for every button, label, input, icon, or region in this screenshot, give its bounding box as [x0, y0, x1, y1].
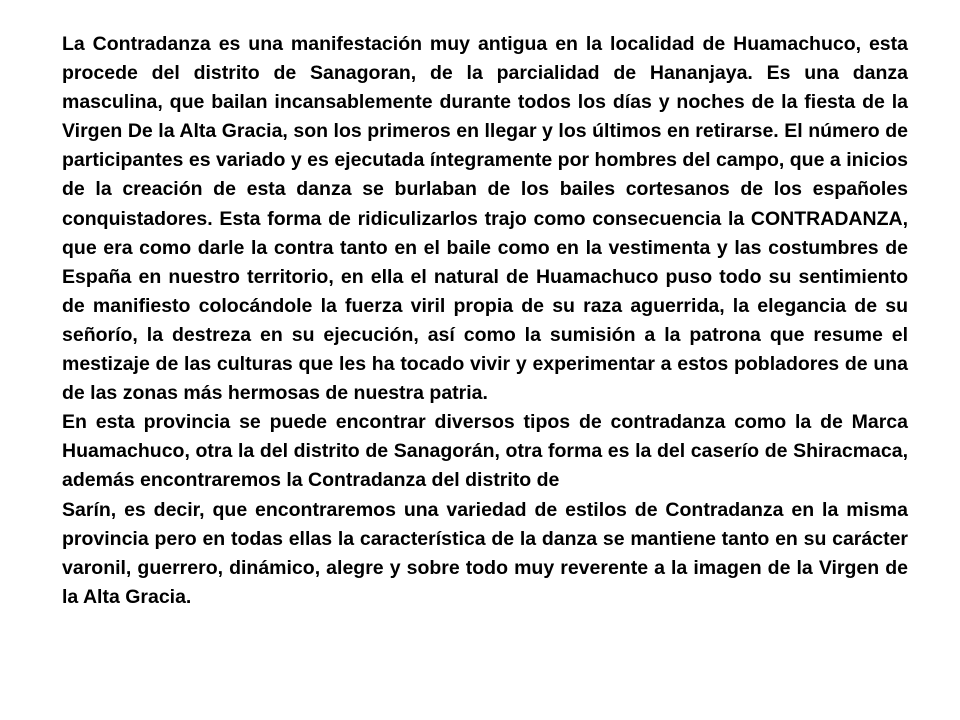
- paragraph-contradanza-styles: Sarín, es decir, que encontraremos una variedad de estilos de Contradanza en la misma provincia pero en todas ellas la característica de la danza se mantiene tanto en su carácter varonil, guerrero, dinámico, alegre y sobre todo muy reverente a la imagen de la Virgen de la Alta Gracia.: [62, 498, 908, 608]
- paragraph-contradanza-types: En esta provincia se puede encontrar diversos tipos de contradanza como la de Marca Huamachuco, otra la del distrito de Sanagorán, otra forma es la del caserío de Shiracmaca, además encontraremos la Contradanza del distrito de: [62, 411, 908, 492]
- body-text: [62, 30, 908, 612]
- paragraph-contradanza-history: La Contradanza es una manifestación muy antigua en la localidad de Huamachuco, esta procede del distrito de Sanagoran, de la parcialidad de Hananjaya. Es una danza masculina, que bailan incansablemente durante todos los días y noches de la fiesta de la Virgen De la Alta Gracia, son los primeros en llegar y los últimos en retirarse. El número de participantes es variado y es ejecutada íntegramente por hombres del campo, que a inicios de la creación de esta danza se burlaban de los bailes cortesanos de los españoles conquistadores. Esta forma de ridiculizarlos trajo como consecuencia la CONTRADANZA, que era como darle la contra tanto en el baile como en la vestimenta y las costumbres de España en nuestro territorio, en ella el natural de Huamachuco puso todo su sentimiento de manifiesto colocándole la fuerza viril propia de su raza aguerrida, la elegancia de su señorío, la destreza en su ejecución, así como la sumisión a la patrona que resume el mestizaje de las culturas que les ha tocado vivir y experimentar a estos pobladores de una de las zonas más hermosas de nuestra patria.: [62, 33, 908, 405]
